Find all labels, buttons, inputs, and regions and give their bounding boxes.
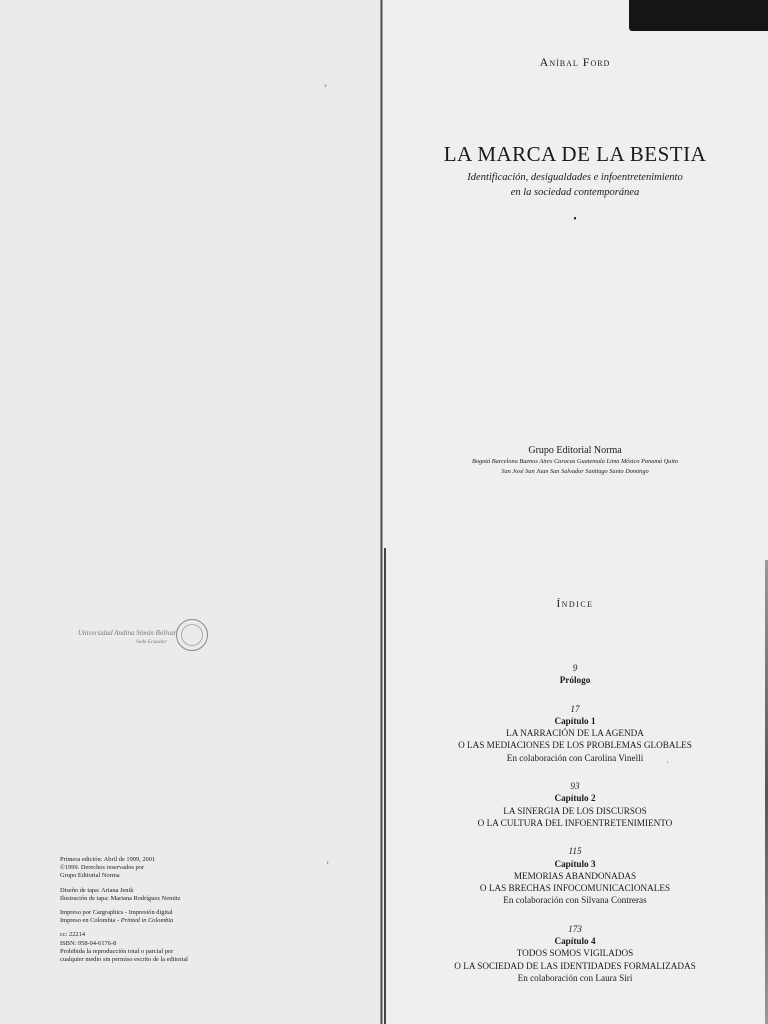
colophon-edition	[60, 856, 360, 881]
toc-entry	[382, 780, 768, 829]
toc-chapter: Prólogo	[559, 675, 591, 686]
stamp-seal-inner	[181, 624, 203, 646]
stamp-line: Universidad Andina Simón Bolívar	[78, 629, 177, 637]
book-subtitle	[382, 170, 768, 200]
colophon-line: Grupo Editorial Norma	[60, 872, 120, 880]
colophon-line: Diseño de tapa: Ariana Jenik	[60, 886, 134, 894]
colophon-line: Primera edición: Abril de 1999, 2001	[60, 856, 156, 863]
book-title: LA MARCA DE LA BESTIA	[443, 142, 707, 166]
toc-entry	[382, 845, 768, 906]
cities-line: Bogotá Barcelona Buenos Aires Caracas Guatemala Lima México Panamá Quito	[472, 458, 678, 465]
toc-page-number: 115	[568, 846, 582, 857]
toc-page-number: 93	[570, 781, 580, 792]
black-corner-tab	[629, 0, 768, 31]
scan-mark: ›	[324, 80, 327, 90]
library-stamp	[78, 626, 204, 660]
colophon-line	[60, 917, 360, 925]
stamp-line: Sede Ecuador	[136, 639, 167, 645]
colophon-line: cc: 22214	[60, 931, 86, 939]
cities-line: San José San Juan San Salvador Santiago Santo Domingo	[501, 468, 649, 475]
toc-line: En colaboración con Laura Siri	[517, 972, 633, 983]
colophon-printing	[60, 909, 360, 925]
toc-chapter: Capítulo 2	[554, 793, 596, 804]
toc-line: MEMORIAS ABANDONADAS	[513, 870, 637, 881]
colophon-line: Ilustración de tapa: Mariana Rodríguez Nemitz	[60, 894, 181, 902]
colophon-text: Impreso en Colombia -	[60, 917, 121, 925]
subtitle-line: Identificación, desigualdades e infoentretenimiento	[467, 172, 683, 183]
toc-line: En colaboración con Carolina Vinelli	[506, 752, 644, 763]
toc-line: O LAS BRECHAS INFOCOMUNICACIONALES	[479, 883, 671, 894]
toc-line: O LA SOCIEDAD DE LAS IDENTIDADES FORMALIZADAS	[454, 960, 696, 971]
ornament-bullet: •	[573, 214, 577, 225]
index-heading: Índice	[556, 598, 594, 610]
toc-entry	[382, 662, 768, 687]
publisher-name: Grupo Editorial Norma	[528, 445, 622, 456]
scan-mark: ›	[326, 857, 329, 867]
toc-line: O LAS MEDIACIONES DE LOS PROBLEMAS GLOBALES	[458, 740, 692, 751]
toc-line: O LA CULTURA DEL INFOENTRETENIMIENTO	[477, 817, 673, 828]
colophon-codes	[60, 931, 360, 964]
colophon-italic-text: Printed in Colombia	[120, 917, 174, 925]
colophon-line: Impreso por Cargraphics - Impresión digital	[60, 909, 173, 917]
toc-line: TODOS SOMOS VIGILADOS	[516, 948, 634, 959]
toc-line: LA NARRACIÓN DE LA AGENDA	[506, 728, 644, 739]
toc-chapter: Capítulo 3	[554, 858, 596, 869]
toc-entry	[382, 703, 768, 764]
colophon	[60, 856, 360, 970]
colophon-line: Prohibida la reproducción total o parcial por	[60, 947, 174, 955]
toc-chapter: Capítulo 1	[554, 715, 596, 726]
colophon-design	[60, 887, 360, 903]
author-name: Aníbal Ford	[539, 55, 611, 69]
toc-page-number: 9	[572, 663, 578, 673]
toc-page-number: 17	[570, 703, 580, 714]
publisher-cities	[382, 457, 768, 477]
toc-line: En colaboración con Silvana Contreras	[503, 895, 647, 906]
colophon-line: ©1999. Derechos reservados por	[60, 864, 145, 872]
table-of-contents	[382, 662, 768, 1000]
toc-page-number: 173	[568, 923, 582, 934]
toc-line: LA SINERGIA DE LOS DISCURSOS	[503, 805, 647, 816]
toc-entry	[382, 923, 768, 984]
colophon-line: cualquier medio sin permiso escrito de la editorial	[60, 956, 188, 964]
colophon-line: ISBN: 958-04-6176-8	[60, 939, 117, 947]
subtitle-line: en la sociedad contemporánea	[510, 187, 640, 198]
scan-mark: ·	[666, 757, 669, 767]
toc-chapter: Capítulo 4	[554, 936, 596, 947]
